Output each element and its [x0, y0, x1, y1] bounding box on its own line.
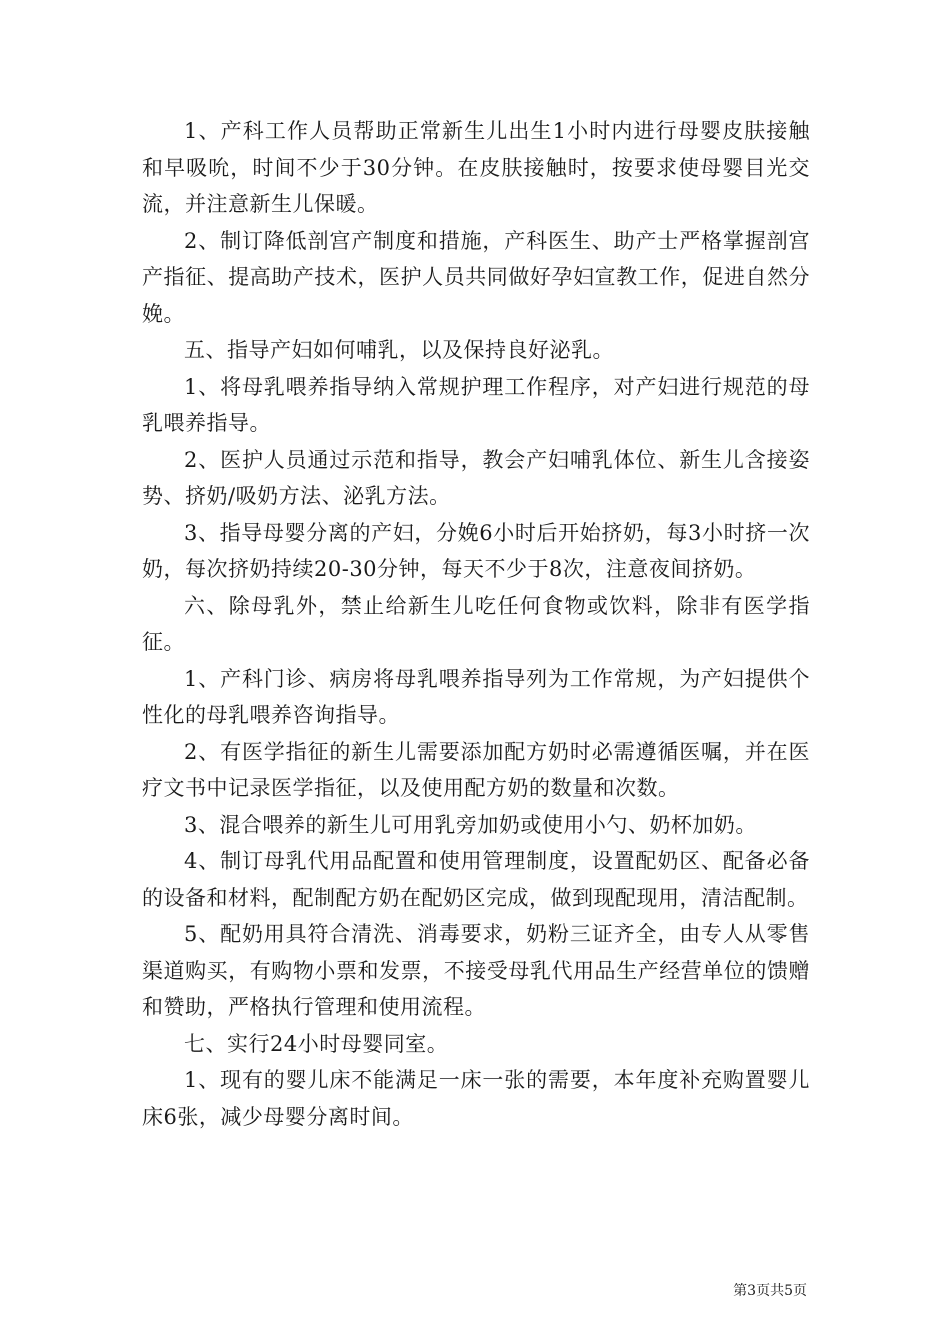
paragraph: 2、有医学指征的新生儿需要添加配方奶时必需遵循医嘱，并在医疗文书中记录医学指征，以及使用配方奶的数量和次数。	[142, 739, 810, 800]
document-body	[142, 113, 810, 1135]
section-heading: 五、指导产妇如何哺乳，以及保持良好泌乳。	[184, 338, 614, 362]
paragraph: 2、制订降低剖宫产制度和措施，产科医生、助产士严格掌握剖宫产指征、提高助产技术，医护人员共同做好孕妇宣教工作，促进自然分娩。	[142, 228, 810, 326]
paragraph: 2、医护人员通过示范和指导，教会产妇哺乳体位、新生儿含接姿势、挤奶/吸奶方法、泌乳方法。	[142, 447, 810, 508]
paragraph: 5、配奶用具符合清洗、消毒要求，奶粉三证齐全，由专人从零售渠道购买，有购物小票和发票，不接受母乳代用品生产经营单位的馈赠和赞助，严格执行管理和使用流程。	[142, 922, 810, 1019]
page-number: 第3页共5页	[733, 1283, 807, 1299]
paragraph: 1、产科门诊、病房将母乳喂养指导列为工作常规，为产妇提供个性化的母乳喂养咨询指导。	[142, 666, 810, 727]
paragraph: 1、产科工作人员帮助正常新生儿出生1小时内进行母婴皮肤接触和早吸吮，时间不少于30分钟。在皮肤接触时，按要求使母婴目光交流，并注意新生儿保暖。	[142, 119, 810, 216]
paragraph: 3、指导母婴分离的产妇，分娩6小时后开始挤奶，每3小时挤一次奶，每次挤奶持续20-30分钟，每天不少于8次，注意夜间挤奶。	[142, 520, 810, 581]
paragraph: 3、混合喂养的新生儿可用乳旁加奶或使用小勺、奶杯加奶。	[184, 812, 757, 837]
section-heading: 六、除母乳外，禁止给新生儿吃任何食物或饮料，除非有医学指征。	[142, 593, 810, 654]
section-heading: 七、实行24小时母婴同室。	[184, 1031, 449, 1056]
paragraph: 1、现有的婴儿床不能满足一床一张的需要，本年度补充购置婴儿床6张，减少母婴分离时间。	[142, 1068, 810, 1129]
paragraph: 4、制订母乳代用品配置和使用管理制度，设置配奶区、配备必备的设备和材料，配制配方奶在配奶区完成，做到现配现用，清洁配制。	[142, 849, 810, 910]
paragraph: 1、将母乳喂养指导纳入常规护理工作程序，对产妇进行规范的母乳喂养指导。	[142, 374, 810, 435]
